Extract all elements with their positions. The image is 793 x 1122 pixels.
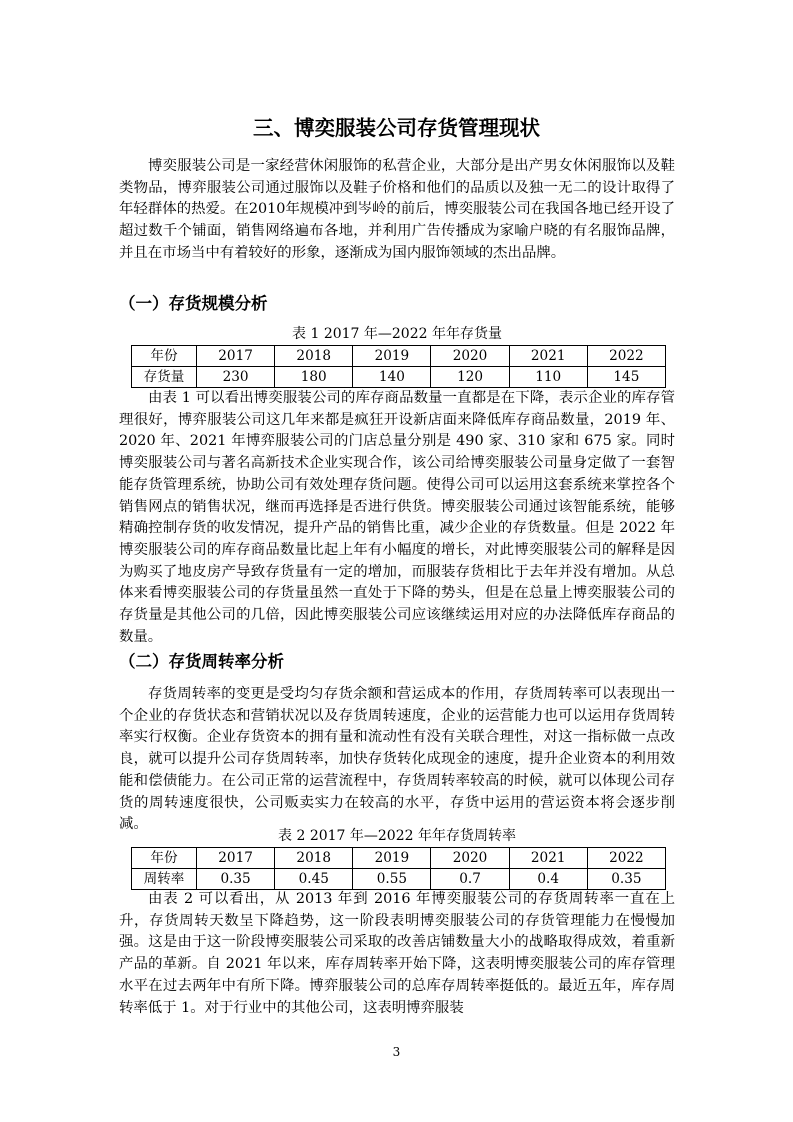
table-cell: 140 [353,367,431,388]
table-cell: 110 [509,367,587,388]
table-cell: 2017 [197,848,275,869]
turnover-paragraph-2: 由表 2 可以看出，从 2013 年到 2016 年博奕服装公司的存货周转率一直在上升，存货周转天数呈下降趋势，这一阶段表明博奕服装公司的存货管理能力在慢慢加强。这是由于这一阶段博奕服装公司采取的改善店铺数量大小的战略取得成效，着重新产品的革新。自 2021 年以来，库存周转率开始下降，这表明博奕服装公司的库存管理水平在过去两年中有所下降。博弈服装公司的总库存周转率挺低的。最近五年，库存周转率低于 1。对于行业中的其他公司，这表明博弈服装 [119,891,675,1016]
table-cell: 2019 [353,848,431,869]
table1-caption: 表 1 2017 年—2022 年年存货量 [292,326,502,342]
table-cell: 2018 [275,346,353,367]
table-cell: 2020 [431,848,509,869]
table-cell: 120 [431,367,509,388]
table-cell: 0.45 [275,869,353,890]
table-cell: 2018 [275,848,353,869]
table-cell: 180 [275,367,353,388]
intro-paragraph: 博奕服装公司是一家经营休闲服饰的私营企业，大部分是出产男女休闲服饰以及鞋类物品，博弈服装公司通过服饰以及鞋子价格和他们的品质以及独一无二的设计取得了年轻群体的热爱。在2010年规模冲到岑岭的前后，博奕服装公司在我国各地已经开设了超过数千个铺面，销售网络遍布各地，并利用广告传播成为家喻户晓的有名服饰品牌，并且在市场当中有着较好的形象，逐渐成为国内服饰领域的杰出品牌。 [119,158,675,261]
table-cell: 2019 [353,346,431,367]
table-cell: 0.4 [509,869,587,890]
table-row [132,869,666,890]
turnover-paragraph-1: 存货周转率的变更是受均匀存货余额和营运成本的作用，存货周转率可以表现出一个企业的存货状态和营销状况以及存货周转速度，企业的运营能力也可以运用存货周转率实行权衡。企业存货资本的拥有量和流动性有没有关联合理性，对这一指标做一点改良，就可以提升公司存货周转率，加快存货转化成现金的速度，提升企业资本的利用效能和偿债能力。在公司正常的运营流程中，存货周转率较高的时候，就可以体现公司存货的周转速度很快，公司贩卖实力在较高的水平，存货中运用的营运资本将会逐步削减。 [119,686,675,833]
table-cell: 2021 [509,848,587,869]
table-row-label: 年份 [132,346,197,367]
table2-caption: 表 2 2017 年—2022 年年存货周转率 [278,828,516,844]
table-cell: 0.35 [197,869,275,890]
table-row [132,346,666,367]
table-cell: 2017 [197,346,275,367]
table-cell: 2022 [587,346,665,367]
table-row [132,848,666,869]
table-row [132,367,666,388]
subsection-heading-inventory-scale: （一）存货规模分析 [119,294,268,313]
turnover-table [131,847,666,890]
table-cell: 0.35 [587,869,665,890]
table-cell: 230 [197,367,275,388]
table-cell: 2020 [431,346,509,367]
table-cell: 0.55 [353,869,431,890]
table-cell: 2022 [587,848,665,869]
table-cell: 2021 [509,346,587,367]
table-row-label: 周转率 [132,869,197,890]
table-row-label: 存货量 [132,367,197,388]
section-title: 三、博奕服装公司存货管理现状 [253,116,540,140]
page-number: 3 [392,1045,401,1059]
inventory-scale-paragraph: 由表 1 可以看出博奕服装公司的库存商品数量一直都是在下降，表示企业的库存管理很好，博弈服装公司这几年来都是疯狂开设新店面来降低库存商品数量，2019 年、2020 年、2021 年博弈服装公司的门店总量分别是 490 家、310 家和 675 家。同时博奕服装公司与著名高新技术企业实现合作，该公司给博奕服装公司量身定做了一套智能存货管理系统，协助公司有效处理存货问题。使得公司可以运用这套系统来掌控各个销售网点的销售状况，继而再选择是否进行供货。博奕服装公司通过该智能系统，能够精确控制存货的收发情况，提升产品的销售比重，减少企业的存货数量。但是 2022 年博奕服装公司的库存商品数量比起上年有小幅度的增长，对此博奕服装公司的解释是因为购买了地皮房产导致存货量有一定的增加，而服装存货相比于去年并没有增加。从总体来看博奕服装公司的存货量虽然一直处于下降的势头，但是在总量上博奕服装公司的存货量是其他公司的几倍，因此博奕服装公司应该继续运用对应的办法降低库存商品的数量。 [119,390,675,645]
table-cell: 145 [587,367,665,388]
table-row-label: 年份 [132,848,197,869]
inventory-table [131,345,666,388]
subsection-heading-turnover: （二）存货周转率分析 [119,652,284,671]
table-cell: 0.7 [431,869,509,890]
